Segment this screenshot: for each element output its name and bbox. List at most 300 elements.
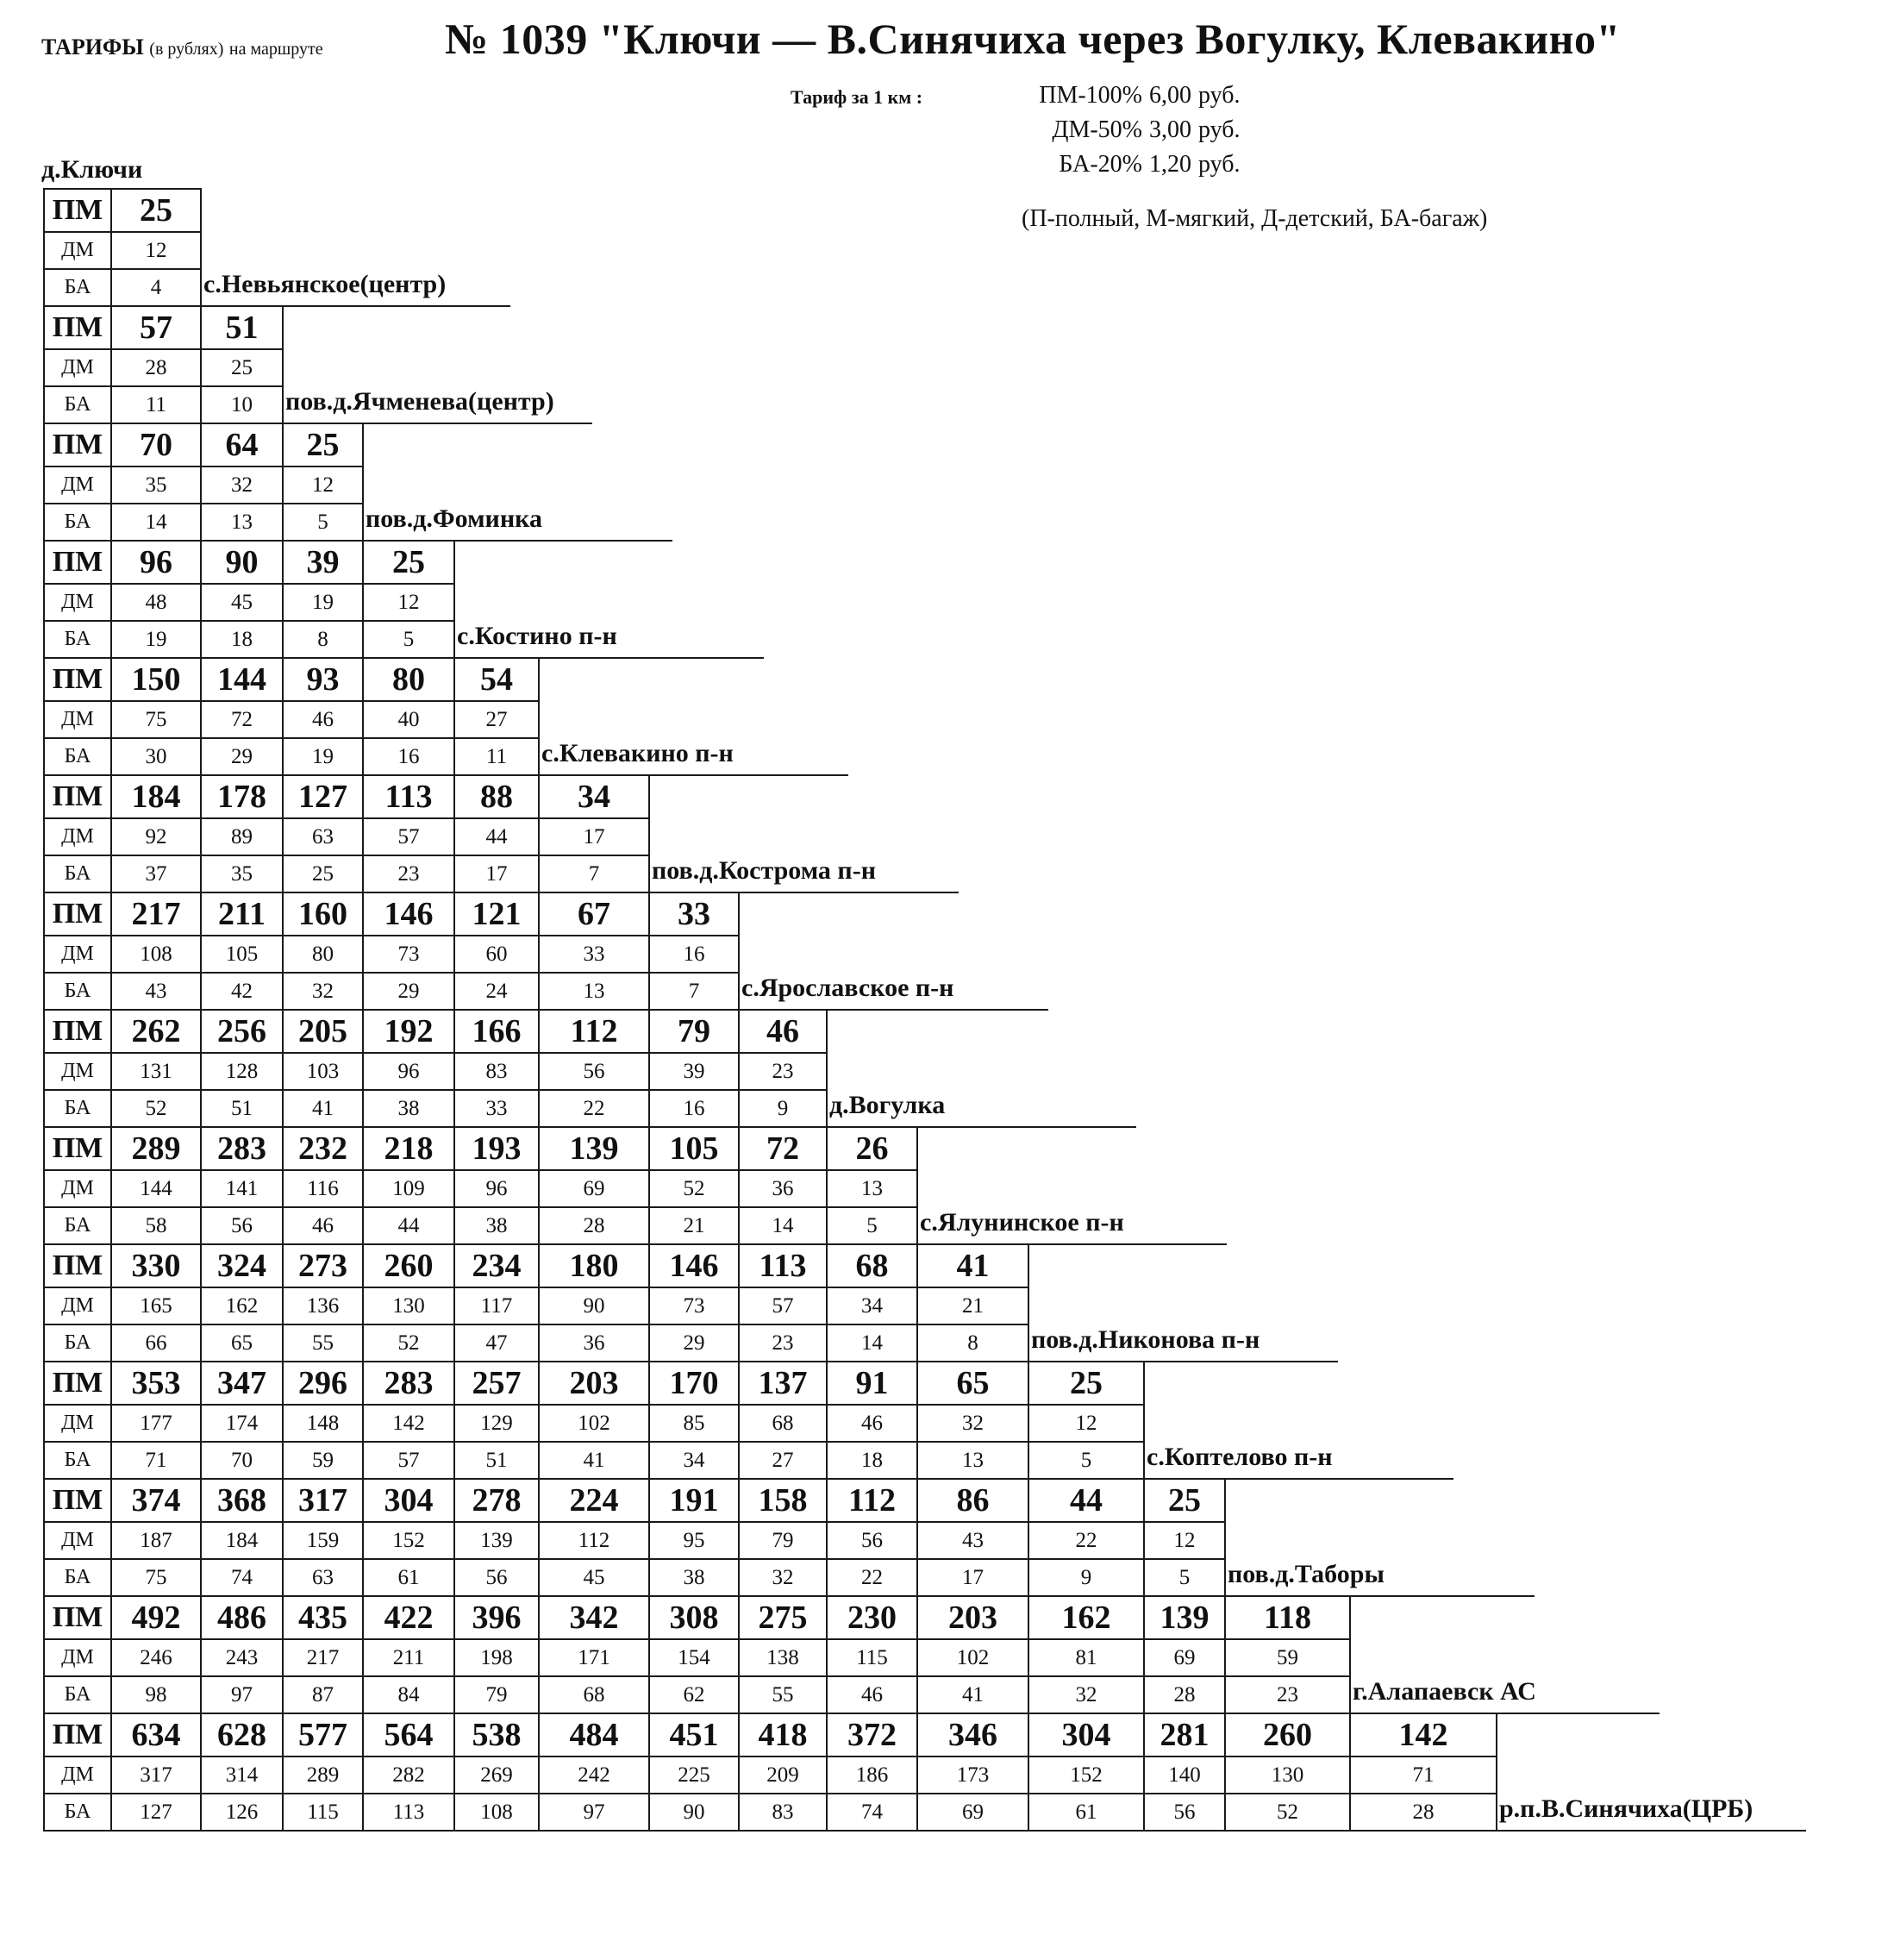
fare-cell-pm: 105: [648, 1126, 740, 1171]
fare-cell-pm: 203: [916, 1595, 1029, 1640]
fare-cell-pm: 422: [362, 1595, 455, 1640]
fare-cell-ba: 58: [110, 1206, 202, 1245]
fare-cell-pm: 283: [362, 1361, 455, 1406]
fare-cell-ba: 46: [282, 1206, 364, 1245]
fare-cell-ba: 75: [110, 1558, 202, 1597]
fare-cell-ba: 44: [362, 1206, 455, 1245]
fare-cell-dm: 165: [110, 1287, 202, 1325]
fare-cell-pm: 230: [826, 1595, 918, 1640]
fare-cell-dm: 28: [110, 348, 202, 387]
fare-cell-pm: 374: [110, 1478, 202, 1523]
fare-cell-dm: 69: [1143, 1638, 1226, 1677]
fare-cell-pm: 224: [538, 1478, 650, 1523]
fare-cell-dm: 16: [648, 935, 740, 974]
fare-cell-dm: 289: [282, 1756, 364, 1794]
fare-cell-pm: 234: [453, 1243, 540, 1288]
row-label-pm: ПМ: [43, 892, 112, 936]
fare-cell-dm: 243: [200, 1638, 284, 1677]
fare-cell-dm: 136: [282, 1287, 364, 1325]
row-label-pm: ПМ: [43, 540, 112, 585]
fare-cell-ba: 83: [738, 1793, 828, 1832]
fare-cell-ba: 45: [538, 1558, 650, 1597]
fare-cell-ba: 21: [648, 1206, 740, 1245]
fare-cell-dm: 317: [110, 1756, 202, 1794]
fare-cell-dm: 217: [282, 1638, 364, 1677]
fare-cell-dm: 105: [200, 935, 284, 974]
fare-cell-dm: 57: [362, 817, 455, 856]
fare-cell-ba: 35: [200, 855, 284, 893]
fare-cell-ba: 68: [538, 1675, 650, 1714]
fare-cell-dm: 39: [648, 1052, 740, 1091]
row-label-dm: ДМ: [43, 466, 112, 504]
fare-cell-ba: 38: [453, 1206, 540, 1245]
fare-cell-ba: 19: [110, 620, 202, 659]
fare-cell-ba: 28: [538, 1206, 650, 1245]
fare-cell-pm: 65: [916, 1361, 1029, 1406]
fare-cell-pm: 628: [200, 1713, 284, 1757]
fare-cell-pm: 112: [826, 1478, 918, 1523]
fare-cell-pm: 203: [538, 1361, 650, 1406]
fare-cell-dm: 17: [538, 817, 650, 856]
fare-cell-pm: 435: [282, 1595, 364, 1640]
row-label-dm: ДМ: [43, 1521, 112, 1560]
fare-cell-dm: 36: [738, 1169, 828, 1208]
fare-cell-dm: 57: [738, 1287, 828, 1325]
fare-cell-pm: 178: [200, 774, 284, 819]
stop-name: д.Вогулка: [829, 1091, 946, 1119]
fare-cell-dm: 32: [916, 1404, 1029, 1443]
fare-cell-dm: 186: [826, 1756, 918, 1794]
fare-cell-ba: 16: [648, 1089, 740, 1128]
stop-name: с.Коптелово п-н: [1147, 1443, 1333, 1471]
fare-cell-ba: 7: [648, 972, 740, 1011]
fare-cell-ba: 25: [282, 855, 364, 893]
fare-cell-dm: 148: [282, 1404, 364, 1443]
fare-cell-dm: 69: [538, 1169, 650, 1208]
fare-cell-pm: 418: [738, 1713, 828, 1757]
stop-name: пов.д.Ячменева(центр): [285, 387, 554, 416]
fare-cell-ba: 5: [1143, 1558, 1226, 1597]
fare-cell-ba: 30: [110, 737, 202, 776]
row-label-ba: БА: [43, 1675, 112, 1714]
fare-cell-dm: 162: [200, 1287, 284, 1325]
row-label-pm: ПМ: [43, 1361, 112, 1406]
row-label-pm: ПМ: [43, 423, 112, 467]
fare-cell-dm: 95: [648, 1521, 740, 1560]
fare-cell-pm: 260: [362, 1243, 455, 1288]
fare-cell-pm: 91: [826, 1361, 918, 1406]
fare-cell-pm: 25: [282, 423, 364, 467]
fare-cell-dm: 171: [538, 1638, 650, 1677]
fare-cell-ba: 32: [1028, 1675, 1145, 1714]
fare-cell-pm: 372: [826, 1713, 918, 1757]
fare-cell-pm: 262: [110, 1009, 202, 1054]
fare-cell-dm: 115: [826, 1638, 918, 1677]
fare-cell-ba: 10: [200, 385, 284, 424]
fare-cell-dm: 71: [1349, 1756, 1497, 1794]
fare-cell-pm: 191: [648, 1478, 740, 1523]
fare-cell-ba: 52: [110, 1089, 202, 1128]
fare-cell-pm: 54: [453, 657, 540, 702]
fare-cell-pm: 146: [648, 1243, 740, 1288]
stop-name: р.п.В.Синячиха(ЦРБ): [1499, 1794, 1753, 1823]
fare-cell-dm: 12: [1028, 1404, 1145, 1443]
stop-name: с.Невьянское(центр): [203, 270, 447, 298]
row-label-dm: ДМ: [43, 700, 112, 739]
fare-cell-pm: 330: [110, 1243, 202, 1288]
fare-cell-dm: 92: [110, 817, 202, 856]
fare-cell-ba: 56: [1143, 1793, 1226, 1832]
row-label-pm: ПМ: [43, 774, 112, 819]
fare-cell-ba: 65: [200, 1324, 284, 1362]
rate-unit: руб.: [1198, 116, 1241, 143]
fare-cell-pm: 347: [200, 1361, 284, 1406]
row-label-dm: ДМ: [43, 1052, 112, 1091]
fare-cell-pm: 484: [538, 1713, 650, 1757]
fare-cell-pm: 451: [648, 1713, 740, 1757]
fare-cell-pm: 113: [738, 1243, 828, 1288]
origin-stop: д.Ключи: [41, 155, 143, 184]
fare-cell-ba: 23: [738, 1324, 828, 1362]
fare-cell-pm: 368: [200, 1478, 284, 1523]
fare-cell-dm: 96: [362, 1052, 455, 1091]
fare-cell-pm: 127: [282, 774, 364, 819]
fare-cell-pm: 342: [538, 1595, 650, 1640]
fare-cell-ba: 61: [362, 1558, 455, 1597]
fare-cell-pm: 346: [916, 1713, 1029, 1757]
fare-cell-dm: 174: [200, 1404, 284, 1443]
fare-cell-ba: 113: [362, 1793, 455, 1832]
row-label-dm: ДМ: [43, 231, 112, 270]
fare-cell-dm: 154: [648, 1638, 740, 1677]
fare-cell-dm: 116: [282, 1169, 364, 1208]
fare-cell-ba: 23: [1224, 1675, 1351, 1714]
fare-cell-ba: 59: [282, 1441, 364, 1480]
fare-cell-pm: 184: [110, 774, 202, 819]
fare-cell-dm: 141: [200, 1169, 284, 1208]
fare-cell-ba: 17: [453, 855, 540, 893]
fare-cell-ba: 9: [1028, 1558, 1145, 1597]
fare-cell-ba: 32: [738, 1558, 828, 1597]
fare-cell-dm: 80: [282, 935, 364, 974]
fare-cell-ba: 108: [453, 1793, 540, 1832]
header-route-word: на маршруте: [228, 40, 323, 59]
row-label-pm: ПМ: [43, 188, 112, 233]
fare-cell-pm: 67: [538, 892, 650, 936]
stop-name: г.Алапаевск АС: [1353, 1677, 1536, 1706]
fare-cell-dm: 108: [110, 935, 202, 974]
fare-cell-ba: 23: [362, 855, 455, 893]
fare-cell-pm: 96: [110, 540, 202, 585]
row-label-pm: ПМ: [43, 1243, 112, 1288]
fare-cell-ba: 5: [362, 620, 455, 659]
fare-cell-pm: 273: [282, 1243, 364, 1288]
fare-cell-ba: 51: [453, 1441, 540, 1480]
fare-cell-dm: 117: [453, 1287, 540, 1325]
fare-cell-dm: 43: [916, 1521, 1029, 1560]
fare-cell-pm: 112: [538, 1009, 650, 1054]
fare-cell-ba: 34: [648, 1441, 740, 1480]
fare-cell-dm: 63: [282, 817, 364, 856]
fare-cell-ba: 22: [538, 1089, 650, 1128]
fare-cell-dm: 12: [362, 583, 455, 622]
fare-cell-dm: 72: [200, 700, 284, 739]
rate-value: 3,00: [1149, 116, 1191, 143]
fare-cell-pm: 80: [362, 657, 455, 702]
fare-cell-pm: 304: [1028, 1713, 1145, 1757]
fare-cell-pm: 51: [200, 305, 284, 350]
fare-cell-pm: 211: [200, 892, 284, 936]
fare-cell-pm: 205: [282, 1009, 364, 1054]
fare-cell-pm: 139: [538, 1126, 650, 1171]
fare-cell-pm: 113: [362, 774, 455, 819]
row-label-ba: БА: [43, 1324, 112, 1362]
fare-cell-dm: 184: [200, 1521, 284, 1560]
fare-cell-pm: 26: [826, 1126, 918, 1171]
fare-cell-ba: 79: [453, 1675, 540, 1714]
fare-cell-ba: 5: [1028, 1441, 1145, 1480]
fare-cell-ba: 5: [826, 1206, 918, 1245]
fare-cell-dm: 12: [1143, 1521, 1226, 1560]
fare-cell-dm: 79: [738, 1521, 828, 1560]
fare-cell-ba: 74: [200, 1558, 284, 1597]
row-label-ba: БА: [43, 620, 112, 659]
fare-cell-dm: 246: [110, 1638, 202, 1677]
fare-cell-dm: 138: [738, 1638, 828, 1677]
fare-cell-pm: 492: [110, 1595, 202, 1640]
fare-cell-dm: 109: [362, 1169, 455, 1208]
fare-cell-ba: 27: [738, 1441, 828, 1480]
fare-cell-dm: 12: [110, 231, 202, 270]
fare-cell-pm: 46: [738, 1009, 828, 1054]
fare-cell-pm: 192: [362, 1009, 455, 1054]
fare-cell-ba: 126: [200, 1793, 284, 1832]
row-label-ba: БА: [43, 268, 112, 307]
fare-cell-ba: 38: [362, 1089, 455, 1128]
fare-cell-pm: 39: [282, 540, 364, 585]
stop-name: пов.д.Фоминка: [366, 504, 542, 533]
fare-cell-ba: 13: [200, 503, 284, 542]
fare-cell-ba: 84: [362, 1675, 455, 1714]
fare-cell-dm: 34: [826, 1287, 918, 1325]
row-label-pm: ПМ: [43, 1713, 112, 1757]
fare-cell-dm: 90: [538, 1287, 650, 1325]
fare-cell-pm: 57: [110, 305, 202, 350]
fare-cell-pm: 396: [453, 1595, 540, 1640]
row-label-ba: БА: [43, 1089, 112, 1128]
fare-cell-dm: 102: [538, 1404, 650, 1443]
fare-cell-pm: 121: [453, 892, 540, 936]
stop-name: пов.д.Кострома п-н: [652, 856, 876, 885]
fare-cell-ba: 52: [1224, 1793, 1351, 1832]
fare-cell-dm: 159: [282, 1521, 364, 1560]
fare-cell-dm: 103: [282, 1052, 364, 1091]
fare-cell-pm: 538: [453, 1713, 540, 1757]
fare-cell-ba: 7: [538, 855, 650, 893]
fare-cell-dm: 56: [538, 1052, 650, 1091]
fare-cell-pm: 486: [200, 1595, 284, 1640]
fare-cell-ba: 87: [282, 1675, 364, 1714]
fare-cell-dm: 131: [110, 1052, 202, 1091]
fare-cell-dm: 187: [110, 1521, 202, 1560]
fare-cell-ba: 98: [110, 1675, 202, 1714]
fare-cell-pm: 118: [1224, 1595, 1351, 1640]
fare-cell-pm: 218: [362, 1126, 455, 1171]
fare-cell-ba: 28: [1143, 1675, 1226, 1714]
row-label-dm: ДМ: [43, 583, 112, 622]
header-unit: (в рублях): [149, 40, 224, 59]
stop-underline: [1496, 1830, 1806, 1832]
fare-cell-ba: 127: [110, 1793, 202, 1832]
fare-cell-ba: 5: [282, 503, 364, 542]
fare-cell-ba: 18: [826, 1441, 918, 1480]
fare-cell-pm: 308: [648, 1595, 740, 1640]
fare-cell-ba: 4: [110, 268, 202, 307]
fare-cell-dm: 130: [1224, 1756, 1351, 1794]
row-label-ba: БА: [43, 503, 112, 542]
fare-cell-ba: 56: [453, 1558, 540, 1597]
fare-cell-ba: 14: [826, 1324, 918, 1362]
row-label-pm: ПМ: [43, 1126, 112, 1171]
fare-cell-pm: 281: [1143, 1713, 1226, 1757]
fare-cell-pm: 139: [1143, 1595, 1226, 1640]
rate-code: ДМ-50%: [1052, 116, 1142, 143]
rate-value: 6,00: [1149, 82, 1191, 109]
fare-cell-pm: 577: [282, 1713, 364, 1757]
fare-cell-ba: 52: [362, 1324, 455, 1362]
fare-cell-dm: 32: [200, 466, 284, 504]
fare-cell-ba: 22: [826, 1558, 918, 1597]
fare-cell-dm: 173: [916, 1756, 1029, 1794]
fare-cell-ba: 11: [110, 385, 202, 424]
fare-cell-dm: 45: [200, 583, 284, 622]
stop-name: с.Ялунинское п-н: [920, 1208, 1124, 1237]
fare-cell-dm: 96: [453, 1169, 540, 1208]
fare-cell-pm: 257: [453, 1361, 540, 1406]
fare-cell-ba: 46: [826, 1675, 918, 1714]
fare-cell-pm: 93: [282, 657, 364, 702]
fare-cell-dm: 314: [200, 1756, 284, 1794]
fare-cell-pm: 170: [648, 1361, 740, 1406]
fare-cell-pm: 144: [200, 657, 284, 702]
fare-cell-dm: 21: [916, 1287, 1029, 1325]
stop-name: с.Клевакино п-н: [541, 739, 734, 767]
fare-cell-pm: 72: [738, 1126, 828, 1171]
row-label-pm: ПМ: [43, 1595, 112, 1640]
fare-cell-dm: 73: [362, 935, 455, 974]
row-label-ba: БА: [43, 1206, 112, 1245]
row-label-dm: ДМ: [43, 1169, 112, 1208]
row-label-ba: БА: [43, 737, 112, 776]
row-label-dm: ДМ: [43, 1638, 112, 1677]
fare-cell-ba: 29: [362, 972, 455, 1011]
fare-cell-ba: 74: [826, 1793, 918, 1832]
fare-cell-pm: 142: [1349, 1713, 1497, 1757]
row-label-ba: БА: [43, 1441, 112, 1480]
row-label-dm: ДМ: [43, 817, 112, 856]
fare-cell-dm: 269: [453, 1756, 540, 1794]
fare-cell-ba: 16: [362, 737, 455, 776]
rate-value: 1,20: [1149, 151, 1191, 178]
stop-name: с.Костино п-н: [457, 622, 617, 650]
rate-unit: руб.: [1198, 82, 1241, 109]
fare-cell-dm: 282: [362, 1756, 455, 1794]
fare-cell-dm: 130: [362, 1287, 455, 1325]
fare-cell-ba: 61: [1028, 1793, 1145, 1832]
fare-cell-dm: 25: [200, 348, 284, 387]
fare-cell-pm: 166: [453, 1009, 540, 1054]
fare-cell-pm: 256: [200, 1009, 284, 1054]
fare-cell-ba: 19: [282, 737, 364, 776]
fare-cell-dm: 81: [1028, 1638, 1145, 1677]
fare-cell-dm: 46: [826, 1404, 918, 1443]
fare-cell-dm: 22: [1028, 1521, 1145, 1560]
fare-cell-dm: 59: [1224, 1638, 1351, 1677]
row-label-dm: ДМ: [43, 348, 112, 387]
fare-cell-dm: 242: [538, 1756, 650, 1794]
fare-cell-pm: 44: [1028, 1478, 1145, 1523]
fare-cell-ba: 38: [648, 1558, 740, 1597]
fare-cell-ba: 69: [916, 1793, 1029, 1832]
row-label-pm: ПМ: [43, 657, 112, 702]
fare-cell-dm: 152: [1028, 1756, 1145, 1794]
fare-cell-pm: 634: [110, 1713, 202, 1757]
rate-unit: руб.: [1198, 151, 1241, 178]
fare-cell-pm: 260: [1224, 1713, 1351, 1757]
fare-cell-dm: 19: [282, 583, 364, 622]
fare-cell-pm: 275: [738, 1595, 828, 1640]
fare-cell-pm: 150: [110, 657, 202, 702]
fare-legend: (П-полный, М-мягкий, Д-детский, БА-багаж): [1022, 205, 1488, 232]
fare-cell-ba: 29: [200, 737, 284, 776]
fare-cell-pm: 90: [200, 540, 284, 585]
fare-cell-ba: 36: [538, 1324, 650, 1362]
fare-cell-dm: 128: [200, 1052, 284, 1091]
page-title: № 1039 "Ключи — В.Синячиха через Вогулку, Клевакино": [445, 15, 1621, 63]
fare-cell-ba: 90: [648, 1793, 740, 1832]
fare-cell-ba: 41: [916, 1675, 1029, 1714]
fare-cell-pm: 162: [1028, 1595, 1145, 1640]
fare-cell-pm: 41: [916, 1243, 1029, 1288]
fare-cell-dm: 140: [1143, 1756, 1226, 1794]
fare-cell-ba: 62: [648, 1675, 740, 1714]
row-label-dm: ДМ: [43, 935, 112, 974]
fare-cell-ba: 43: [110, 972, 202, 1011]
fare-cell-dm: 139: [453, 1521, 540, 1560]
fare-cell-pm: 217: [110, 892, 202, 936]
fare-cell-dm: 68: [738, 1404, 828, 1443]
fare-cell-dm: 12: [282, 466, 364, 504]
fare-cell-ba: 63: [282, 1558, 364, 1597]
fare-cell-dm: 44: [453, 817, 540, 856]
fare-cell-dm: 27: [453, 700, 540, 739]
fare-cell-pm: 137: [738, 1361, 828, 1406]
fare-cell-pm: 25: [110, 188, 202, 233]
fare-cell-ba: 13: [538, 972, 650, 1011]
fare-cell-dm: 225: [648, 1756, 740, 1794]
fare-cell-pm: 317: [282, 1478, 364, 1523]
fare-cell-dm: 211: [362, 1638, 455, 1677]
row-label-pm: ПМ: [43, 1009, 112, 1054]
fare-cell-pm: 33: [648, 892, 740, 936]
fare-cell-pm: 180: [538, 1243, 650, 1288]
fare-cell-ba: 55: [282, 1324, 364, 1362]
fare-cell-pm: 304: [362, 1478, 455, 1523]
fare-cell-ba: 13: [916, 1441, 1029, 1480]
fare-cell-pm: 289: [110, 1126, 202, 1171]
fare-cell-dm: 102: [916, 1638, 1029, 1677]
fare-cell-pm: 278: [453, 1478, 540, 1523]
